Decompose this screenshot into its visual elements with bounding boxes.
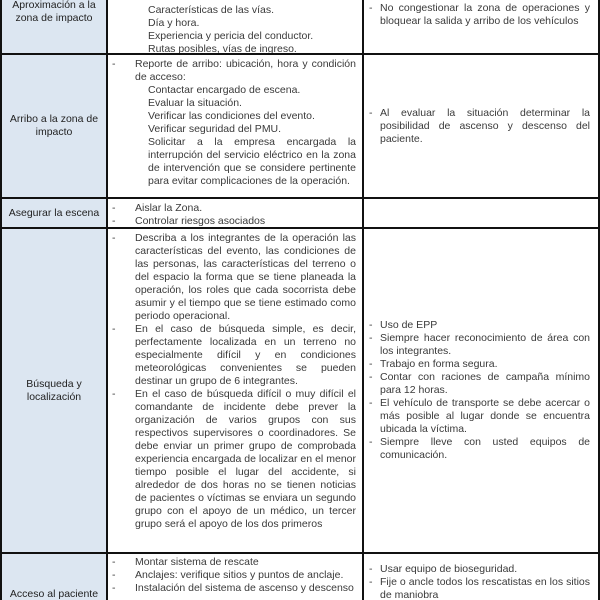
bullet-dash: - [112, 232, 116, 244]
recommendation-item [364, 319, 590, 332]
procedure-item [108, 123, 356, 136]
procedure-item [108, 4, 356, 17]
bullet-dash: - [369, 2, 373, 14]
bullet-dash: - [112, 58, 116, 70]
bullet-dash: - [369, 106, 373, 119]
item-text: Trabajo en forma segura. [380, 358, 498, 370]
procedure-item [108, 58, 356, 84]
procedure-item [108, 43, 356, 53]
recommendation-item [364, 332, 590, 358]
bullet-dash: - [112, 556, 116, 568]
procedure-item [108, 323, 356, 388]
recommendation-item [364, 371, 590, 397]
recommendation-item [364, 358, 590, 371]
item-text: Instalación del sistema de ascenso y descenso [135, 582, 354, 594]
recommendation-item [364, 397, 590, 436]
item-text: Verificar las condiciones del evento. [148, 110, 315, 122]
bullet-dash: - [369, 436, 373, 448]
procedure-item [108, 556, 356, 569]
item-text: El vehículo de transporte se debe acercar o más posible al lugar donde se encuentra ubicada la víctima. [380, 397, 590, 435]
actions-cell [108, 229, 364, 552]
bullet-dash: - [112, 569, 116, 581]
recommendations-cell [364, 554, 598, 600]
procedure-item [108, 388, 356, 531]
item-text: Usar equipo de bioseguridad. [380, 563, 518, 575]
item-text: No congestionar la zona de operaciones y bloquear la salida y arribo de los vehículos [380, 2, 590, 27]
procedure-item [108, 232, 356, 323]
table-row [2, 554, 598, 600]
stage-label: Aproximación a la zona de impacto [12, 0, 96, 24]
stage-label: Arribo a la zona de impacto [9, 113, 99, 138]
bullet-dash: - [369, 563, 373, 575]
procedure-item [108, 97, 356, 110]
item-text: Características de las vías. [148, 4, 275, 16]
recommendation-item [364, 576, 590, 600]
item-text: Siempre lleve con usted equipos de comunicación. [380, 436, 590, 461]
stage-cell [2, 199, 108, 227]
table-row [2, 199, 598, 229]
item-text: Al evaluar la situación determinar la posibilidad de ascenso y descenso del paciente. [380, 106, 590, 145]
item-text: Aislar la Zona. [135, 202, 203, 214]
bullet-dash: - [369, 319, 373, 331]
item-text: Rutas posibles, vías de ingreso. [148, 43, 297, 53]
recommendation-item [364, 563, 590, 576]
stage-cell [2, 229, 108, 552]
table-row [2, 229, 598, 554]
bullet-dash: - [112, 202, 116, 214]
recommendations-cell [364, 199, 598, 227]
item-text: Controlar riesgos asociados [135, 215, 266, 227]
bullet-dash: - [112, 215, 116, 227]
procedure-item [108, 202, 356, 215]
actions-cell [108, 199, 364, 227]
recommendations-cell [364, 55, 598, 197]
table-row [2, 0, 598, 55]
bullet-dash: - [112, 582, 116, 594]
item-text: Solicitar a la empresa encargada la interrupción del servicio eléctrico en la zona de intervención que se considere pertinente para evitar complicaciones de la operación. [148, 136, 356, 187]
bullet-dash: - [112, 388, 116, 400]
actions-cell [108, 554, 364, 600]
recommendation-item [364, 2, 590, 28]
item-text: Reporte de arribo: ubicación, hora y condición de acceso: [135, 58, 356, 83]
item-text: En el caso de búsqueda difícil o muy difícil el comandante de incidente debe prever la organización de varios grupos con sus respectivos supervisores o coordinadores. Se debe enviar un primer grupo de comprobada experiencia encargada de localizar en el menor tiempo posible el lugar del accidente, si alrededor de dos horas no se tienen noticias de pacientes o víctimas se enviara un segundo grupo con el apoyo de un médico, un tercer grupo será el apoyo de los dos primeros [135, 388, 356, 530]
item-text: Anclajes: verifique sitios y puntos de anclaje. [135, 569, 344, 581]
item-text: Evaluar la situación. [148, 97, 242, 109]
bullet-dash: - [369, 358, 373, 370]
actions-cell [108, 0, 364, 53]
recommendations-cell [364, 0, 598, 53]
item-text: Día y hora. [148, 17, 200, 29]
bullet-dash: - [112, 323, 116, 335]
procedure-item [108, 30, 356, 43]
bullet-dash: - [369, 332, 373, 344]
item-text: Verificar seguridad del PMU. [148, 123, 282, 135]
item-text: Fije o ancle todos los rescatistas en los sitios de maniobra [380, 576, 590, 600]
procedure-item [108, 215, 356, 227]
stage-cell [2, 55, 108, 197]
recommendation-item [364, 436, 590, 462]
procedure-item [108, 569, 356, 582]
procedure-item [108, 84, 356, 97]
procedure-item [108, 136, 356, 188]
item-text: Experiencia y pericia del conductor. [148, 30, 314, 42]
recommendations-cell [364, 229, 598, 552]
bullet-dash: - [369, 371, 373, 383]
item-text: Contar con raciones de campaña mínimo para 12 horas. [380, 371, 590, 396]
procedure-item [108, 110, 356, 123]
stage-label: Acceso al paciente [9, 587, 99, 600]
table-row [2, 55, 598, 199]
bullet-dash: - [369, 576, 373, 588]
stage-cell [2, 554, 108, 600]
item-text: Uso de EPP [380, 319, 438, 331]
item-text: Siempre hacer reconocimiento de área con los integrantes. [380, 332, 590, 357]
stage-label: Asegurar la escena [8, 206, 100, 219]
recommendation-item [364, 107, 590, 146]
stage-cell [2, 0, 108, 53]
item-text: Contactar encargado de escena. [148, 84, 301, 96]
item-text: Montar sistema de rescate [135, 556, 259, 568]
procedure-item [108, 582, 356, 595]
item-text: Describa a los integrantes de la operación las características del evento, las condiciones de las personas, las características del terreno o del espacio la forma que se tiene planeada la operación, los roles que cada socorrista debe asumir y el tiempo que se tiene estimado como periodo operacional. [135, 232, 356, 322]
procedure-item [108, 17, 356, 30]
actions-cell [108, 55, 364, 197]
stage-label: Búsqueda y localización [26, 377, 82, 403]
item-text: En el caso de búsqueda simple, es decir, perfectamente localizada en un terreno no especialmente difícil y en condiciones meteorológicas convenientes se pueden destinar un grupo de 6 integrantes. [135, 323, 356, 387]
bullet-dash: - [369, 397, 373, 409]
